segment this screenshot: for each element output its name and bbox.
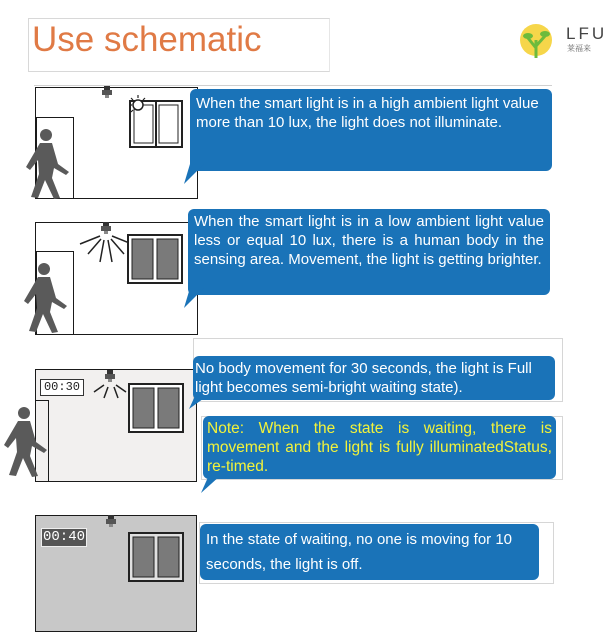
window-icon <box>128 95 188 151</box>
bubble-tail <box>187 396 207 410</box>
walking-person-icon <box>2 406 54 480</box>
walking-person-icon <box>22 262 74 334</box>
countdown-timer: 00:40 <box>42 529 85 545</box>
info-bubble-scene-3 <box>193 356 555 400</box>
page-title: Use schematic <box>32 20 262 59</box>
bubble-tail <box>182 164 204 186</box>
info-bubble-scene-1 <box>190 89 552 171</box>
bubble-text: In the state of waiting, no one is moving for 10 seconds, the light is off. <box>206 531 513 573</box>
bubble-text: No body movement for 30 seconds, the light is Full light becomes semi-bright waiting state). <box>195 360 532 396</box>
bubble-text: When the smart light is in a low ambient light value less or equal 10 lux, there is a human body in the sensing area. Movement, the light is getting brighter. <box>194 213 544 268</box>
logo-subtext: 莱福来 <box>567 44 591 53</box>
logo-text: LFU <box>566 24 608 43</box>
note-bubble <box>203 416 556 479</box>
window-icon <box>128 532 186 584</box>
walking-person-icon <box>24 128 76 200</box>
logo-icon <box>516 18 564 68</box>
info-bubble-scene-4 <box>200 524 539 580</box>
bubble-text: When the smart light is in a high ambient light value more than 10 lux, the light does not illuminate. <box>196 95 539 131</box>
ceiling-light-icon <box>98 86 116 102</box>
ceiling-light-off-icon <box>102 515 120 529</box>
bubble-tail <box>199 475 221 495</box>
window-icon <box>128 383 186 435</box>
info-bubble-scene-2 <box>188 209 550 295</box>
countdown-timer: 00:30 <box>40 379 84 396</box>
note-text: Note: When the state is waiting, there is movement and the light is fully illuminatedStatus, re-timed. <box>207 420 552 475</box>
window-icon <box>127 234 185 286</box>
bubble-tail <box>182 288 204 310</box>
